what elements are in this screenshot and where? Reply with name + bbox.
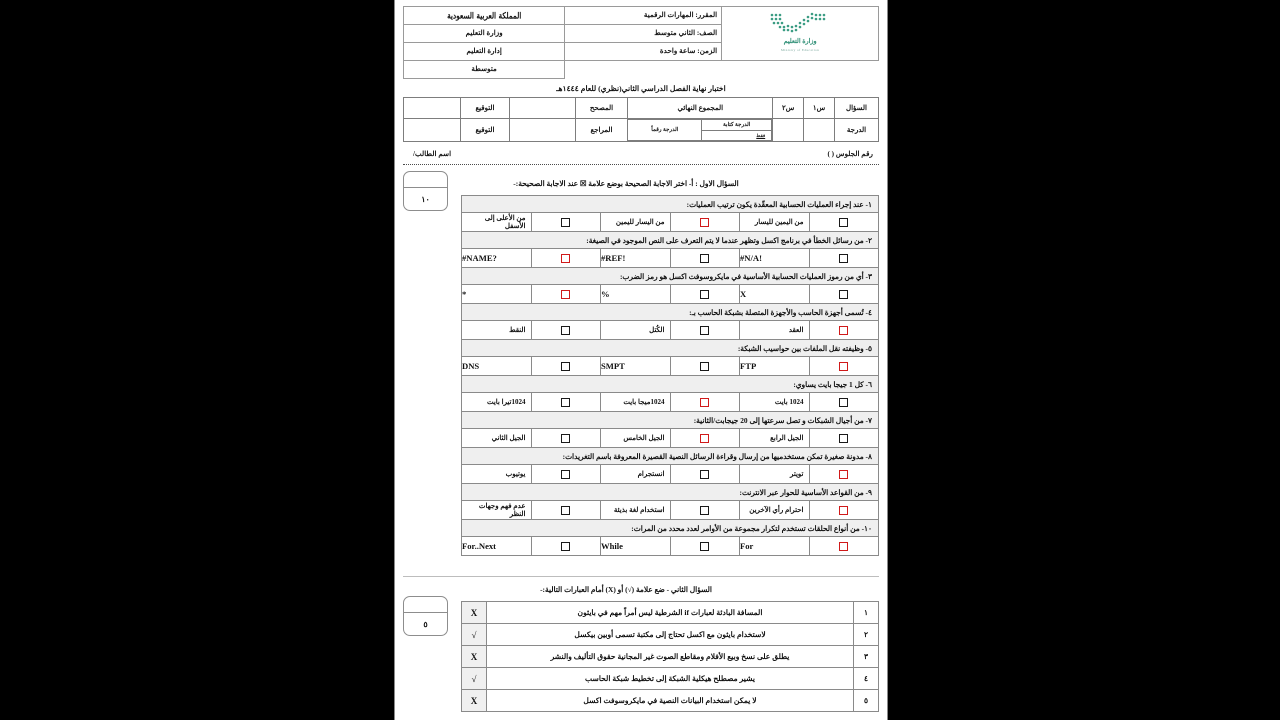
truefalse-row xyxy=(462,668,879,690)
mcq-checkbox-cell[interactable] xyxy=(809,321,879,340)
section-one-mark-box xyxy=(403,171,448,211)
mcq-option-label[interactable]: الجيل الخامس xyxy=(601,429,671,448)
mcq-option-label[interactable]: 1024ميجا بايت xyxy=(601,393,671,412)
mcq-option-label[interactable]: تويتر xyxy=(740,465,810,484)
mcq-checkbox-cell[interactable] xyxy=(670,429,740,448)
truefalse-answer-cell[interactable]: √ xyxy=(462,668,487,690)
grades-value-row xyxy=(404,119,879,142)
checkbox-icon[interactable] xyxy=(700,362,709,371)
mcq-checkbox-cell[interactable] xyxy=(809,501,879,520)
truefalse-answer-cell[interactable]: X xyxy=(462,690,487,712)
ministry-logo-cell xyxy=(722,7,879,61)
mcq-checkbox-cell[interactable] xyxy=(809,357,879,376)
checkbox-selected-icon[interactable] xyxy=(700,434,709,443)
department-cell: إدارة التعليم xyxy=(404,43,565,61)
mcq-checkbox-cell[interactable] xyxy=(531,429,601,448)
mcq-option-label[interactable]: % xyxy=(601,285,671,304)
mcq-question-text: ٧- من أجيال الشبكات و تصل سرعتها إلى 20 جيجابت/الثانية: xyxy=(462,412,879,429)
logo-english-text: Ministry of Education xyxy=(780,47,820,52)
mcq-options-row xyxy=(462,429,879,448)
section-two-mark-box xyxy=(403,596,448,636)
truefalse-row xyxy=(462,602,879,624)
mcq-checkbox-cell[interactable] xyxy=(809,213,879,232)
exam-title: اختبار نهاية الفصل الدراسي الثاني(نظري) للعام ١٤٤٤هـ xyxy=(556,84,726,93)
mcq-options-row xyxy=(462,249,879,268)
truefalse-statement: لاستخدام بايثون مع اكسل تحتاج إلى مكتبة تسمى أوبين بيكسل xyxy=(487,624,854,646)
signature-blank-1[interactable] xyxy=(404,98,461,119)
mcq-option-label[interactable]: For..Next xyxy=(462,537,532,556)
section-two xyxy=(403,570,879,712)
mcq-options-row xyxy=(462,321,879,340)
mcq-checkbox-cell[interactable] xyxy=(809,537,879,556)
checkbox-icon[interactable] xyxy=(561,470,570,479)
mcq-question-text: ٤- تُسمى أجهزة الحاسب والأجهزة المتصلة بشبكة الحاسب بـ: xyxy=(462,304,879,321)
mcq-checkbox-cell[interactable] xyxy=(531,501,601,520)
mcq-question-row xyxy=(462,520,879,537)
checkbox-selected-icon[interactable] xyxy=(700,398,709,407)
mcq-option-label[interactable]: انستجرام xyxy=(601,465,671,484)
mcq-option-label[interactable]: الكُتل xyxy=(601,321,671,340)
ministry-of-education-logo-icon xyxy=(758,12,842,53)
checkbox-icon[interactable] xyxy=(561,362,570,371)
mcq-checkbox-cell[interactable] xyxy=(670,285,740,304)
checkbox-icon[interactable] xyxy=(839,218,848,227)
section-one-title: السؤال الاول : أ- اختر الاجابة الصحيحة بوضع علامة ☒ عند الاجابة الصحيحة:- xyxy=(513,179,739,188)
q1-header: س١ xyxy=(804,98,835,119)
mcq-checkbox-cell[interactable] xyxy=(809,285,879,304)
grades-header-row xyxy=(404,98,879,119)
ministry-cell: وزارة التعليم xyxy=(404,25,565,43)
mcq-checkbox-cell[interactable] xyxy=(670,465,740,484)
mcq-option-label[interactable]: العقد xyxy=(740,321,810,340)
mcq-checkbox-cell[interactable] xyxy=(531,249,601,268)
mcq-option-label[interactable]: While xyxy=(601,537,671,556)
mcq-checkbox-cell[interactable] xyxy=(809,429,879,448)
mcq-options-row xyxy=(462,213,879,232)
truefalse-answer-cell[interactable]: X xyxy=(462,602,487,624)
mcq-checkbox-cell[interactable] xyxy=(670,537,740,556)
mcq-checkbox-cell[interactable] xyxy=(809,249,879,268)
total-written-label: الدرجة كتابة xyxy=(702,121,771,131)
total-split-cell xyxy=(628,119,773,142)
mcq-option-label[interactable]: For xyxy=(740,537,810,556)
mcq-question-row xyxy=(462,412,879,429)
mcq-question-row xyxy=(462,232,879,249)
truefalse-row xyxy=(462,624,879,646)
grade-cell: الصف: الثاني متوسط xyxy=(565,25,722,43)
total-numeric-label: الدرجة رقماً xyxy=(628,120,701,141)
grades-table xyxy=(403,97,879,142)
mcq-question-text: ٥- وظيفته نقل الملفات بين حواسيب الشبكة: xyxy=(462,340,879,357)
truefalse-row-number: ٥ xyxy=(854,690,879,712)
signature-blank-2[interactable] xyxy=(404,119,461,142)
checkbox-icon[interactable] xyxy=(700,254,709,263)
mcq-checkbox-cell[interactable] xyxy=(809,465,879,484)
checkbox-icon[interactable] xyxy=(561,218,570,227)
reviewer-label: المراجع xyxy=(575,119,628,142)
mcq-question-text: ١- عند إجراء العمليات الحسابية المعقّدة يكون ترتيب العمليات: xyxy=(462,196,879,213)
checkbox-selected-icon[interactable] xyxy=(839,470,848,479)
mcq-option-label[interactable]: النقط xyxy=(462,321,532,340)
mcq-option-label[interactable]: #N/A! xyxy=(740,249,810,268)
mcq-question-row xyxy=(462,196,879,213)
mcq-checkbox-cell[interactable] xyxy=(670,249,740,268)
mcq-checkbox-cell[interactable] xyxy=(531,321,601,340)
mcq-option-label[interactable]: FTP xyxy=(740,357,810,376)
mcq-options-row xyxy=(462,537,879,556)
section-one xyxy=(403,165,879,556)
truefalse-row xyxy=(462,646,879,668)
mcq-question-text: ٨- مدونة صغيرة تمكن مستخدميها من إرسال وقراءة الرسائل النصية القصيرة المعروفة باسم التغريدات: xyxy=(462,448,879,465)
truefalse-statement: يشير مصطلح هيكلية الشبكة إلى تخطيط شبكة الحاسب xyxy=(487,668,854,690)
mark-label: الدرجة xyxy=(834,119,878,142)
mcq-checkbox-cell[interactable] xyxy=(531,213,601,232)
mcq-checkbox-cell[interactable] xyxy=(531,285,601,304)
mcq-table xyxy=(461,195,879,556)
truefalse-table xyxy=(461,601,879,712)
mcq-option-label[interactable]: 1024تيرا بايت xyxy=(462,393,532,412)
mcq-question-text: ٢- من رسائل الخطأ في برنامج اكسل وتظهر عندما لا يتم التعرف على النص الموجود في الصيغة: xyxy=(462,232,879,249)
section-two-mark-value: ٥ xyxy=(423,619,428,629)
checkbox-icon[interactable] xyxy=(561,434,570,443)
checkbox-icon[interactable] xyxy=(561,398,570,407)
truefalse-row-number: ٤ xyxy=(854,668,879,690)
truefalse-row-number: ١ xyxy=(854,602,879,624)
checkbox-icon[interactable] xyxy=(700,506,709,515)
corrector-header: المصحح xyxy=(575,98,628,119)
checkbox-icon[interactable] xyxy=(561,542,570,551)
student-name-label: اسم الطالب/ xyxy=(413,150,452,158)
q2-header: س٢ xyxy=(773,98,804,119)
truefalse-statement: لا يمكن استخدام البيانات النصية في مايكروسوفت اكسل xyxy=(487,690,854,712)
checkbox-selected-icon[interactable] xyxy=(700,218,709,227)
mcq-checkbox-cell[interactable] xyxy=(670,501,740,520)
reviewer-blank[interactable] xyxy=(509,119,575,142)
mcq-option-label[interactable]: 1024 بايت xyxy=(740,393,810,412)
checkbox-icon[interactable] xyxy=(561,506,570,515)
mcq-options-row xyxy=(462,393,879,412)
checkbox-icon[interactable] xyxy=(839,398,848,407)
mcq-question-row xyxy=(462,448,879,465)
mcq-question-row xyxy=(462,268,879,285)
checkbox-selected-icon[interactable] xyxy=(561,254,570,263)
mcq-option-label[interactable]: يوتيوب xyxy=(462,465,532,484)
checkbox-icon[interactable] xyxy=(839,434,848,443)
duration-cell: الزمن: ساعة واحدة xyxy=(565,43,722,61)
mcq-option-label[interactable]: #REF! xyxy=(601,249,671,268)
corrector-blank-cell[interactable] xyxy=(509,98,575,119)
section-divider xyxy=(403,576,879,577)
mcq-checkbox-cell[interactable] xyxy=(809,393,879,412)
mcq-option-label[interactable]: X xyxy=(740,285,810,304)
mcq-option-label[interactable]: احترام رأي الآخرين xyxy=(740,501,810,520)
mcq-option-label[interactable]: من اليسار لليمين xyxy=(601,213,671,232)
exam-document-page xyxy=(394,0,888,720)
checkbox-selected-icon[interactable] xyxy=(839,326,848,335)
mcq-question-text: ٩- من القواعد الأساسية للحوار عبر الانترنت: xyxy=(462,484,879,501)
logo-arabic-text: وزارة التعليم xyxy=(783,37,817,45)
checkbox-icon[interactable] xyxy=(700,470,709,479)
mcq-option-label[interactable]: من الأعلى إلى الأسفل xyxy=(462,213,532,232)
student-info-row xyxy=(403,142,879,163)
mcq-option-label[interactable]: SMPT xyxy=(601,357,671,376)
total-split-table xyxy=(628,119,772,141)
signature-header-2: التوقيع xyxy=(461,119,509,142)
mcq-option-label[interactable]: #NAME? xyxy=(462,249,532,268)
mcq-checkbox-cell[interactable] xyxy=(670,393,740,412)
q2-value[interactable] xyxy=(773,119,804,142)
mcq-checkbox-cell[interactable] xyxy=(531,393,601,412)
mcq-checkbox-cell[interactable] xyxy=(531,465,601,484)
checkbox-selected-icon[interactable] xyxy=(839,542,848,551)
mcq-checkbox-cell[interactable] xyxy=(670,357,740,376)
checkbox-icon[interactable] xyxy=(700,542,709,551)
mcq-checkbox-cell[interactable] xyxy=(670,321,740,340)
mcq-question-row xyxy=(462,484,879,501)
checkbox-icon[interactable] xyxy=(700,326,709,335)
checkbox-icon[interactable] xyxy=(700,290,709,299)
mcq-question-text: ٣- أي من رموز العمليات الحسابية الأساسية في مايكروسوفت اكسل هو رمز الضرب: xyxy=(462,268,879,285)
mcq-checkbox-cell[interactable] xyxy=(531,357,601,376)
document-header-table xyxy=(403,6,879,79)
truefalse-row xyxy=(462,690,879,712)
mcq-options-row xyxy=(462,285,879,304)
mcq-question-text: ١٠- من أنواع الحلقات تستخدم لتكرار مجموعة من الأوامر لعدد محدد من المرات: xyxy=(462,520,879,537)
truefalse-answer-cell[interactable]: X xyxy=(462,646,487,668)
section-two-title: السؤال الثاني - ضع علامة (√) أو (X) أمام العبارات التالية:- xyxy=(540,585,712,594)
school-type-cell: متوسطة xyxy=(404,61,565,79)
section-one-mark-value: ١٠ xyxy=(421,194,430,204)
truefalse-statement: المسافة البادئة لعبارات if الشرطية ليس أمراً مهم في بايثون xyxy=(487,602,854,624)
checkbox-icon[interactable] xyxy=(839,290,848,299)
mcq-checkbox-cell[interactable] xyxy=(531,537,601,556)
truefalse-row-number: ٣ xyxy=(854,646,879,668)
total-written-only: فقط xyxy=(756,132,766,138)
signature-header-1: التوقيع xyxy=(461,98,509,119)
subject-cell: المقرر: المهارات الرقمية xyxy=(565,7,722,25)
written-block xyxy=(702,120,772,141)
mcq-question-row xyxy=(462,304,879,321)
mcq-option-label[interactable]: من اليمين لليسار xyxy=(740,213,810,232)
mcq-option-label[interactable]: DNS xyxy=(462,357,532,376)
question-header: السؤال xyxy=(834,98,878,119)
mcq-options-row xyxy=(462,465,879,484)
mcq-checkbox-cell[interactable] xyxy=(670,213,740,232)
mcq-question-text: ٦- كل 1 جيجا بايت يساوي: xyxy=(462,376,879,393)
seat-number-label: رقم الجلوس ( ) xyxy=(827,150,873,158)
mcq-option-label[interactable]: عدم فهم وجهات النظر xyxy=(462,501,532,520)
mcq-options-row xyxy=(462,501,879,520)
total-header: المجموع النهائي xyxy=(628,98,773,119)
checkbox-selected-icon[interactable] xyxy=(839,506,848,515)
mcq-option-label[interactable]: استخدام لغة بذيئة xyxy=(601,501,671,520)
q1-value[interactable] xyxy=(804,119,835,142)
kingdom-title-cell: المملكة العربية السعودية xyxy=(404,5,565,26)
mcq-option-label[interactable]: الجيل الثاني xyxy=(462,429,532,448)
mcq-option-label[interactable]: الجيل الرابع xyxy=(740,429,810,448)
truefalse-answer-cell[interactable]: √ xyxy=(462,624,487,646)
mcq-options-row xyxy=(462,357,879,376)
truefalse-row-number: ٢ xyxy=(854,624,879,646)
checkbox-icon[interactable] xyxy=(561,326,570,335)
truefalse-statement: يطلق على نسخ وبيع الأفلام ومقاطع الصوت غير المجانية حقوق التأليف والنشر xyxy=(487,646,854,668)
mcq-question-row xyxy=(462,376,879,393)
checkbox-icon[interactable] xyxy=(839,254,848,263)
checkbox-selected-icon[interactable] xyxy=(561,290,570,299)
mcq-question-row xyxy=(462,340,879,357)
checkbox-selected-icon[interactable] xyxy=(839,362,848,371)
mcq-option-label[interactable]: * xyxy=(462,285,532,304)
